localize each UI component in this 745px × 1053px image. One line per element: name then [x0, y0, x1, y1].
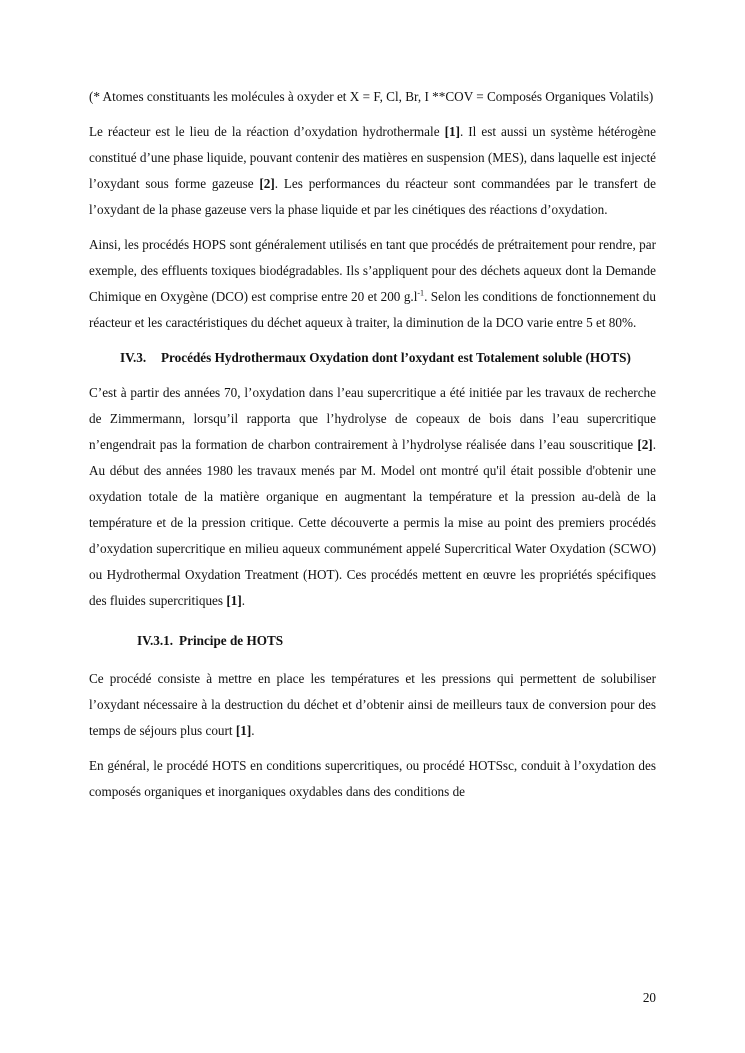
section-number: IV.3. — [120, 350, 147, 365]
subsection-heading — [89, 628, 656, 654]
section-heading — [89, 345, 656, 371]
text-run: . Il est aussi un système hétérogène constitué d’une phase liquide, pouvant contenir des matières en suspension (MES), dans laquelle est injecté l’oxydant sous forme gazeuse — [89, 124, 656, 191]
paragraph-hops — [89, 232, 656, 336]
text-run: . Les performances du réacteur sont commandées par le transfert de l’oxydant de la phase gazeuse vers la phase liquide et par les cinétiques des réactions d’oxydation. — [89, 176, 656, 217]
text-run: Ce procédé consiste à mettre en place les températures et les pressions qui permettent de solubiliser l’oxydant nécessaire à la destruction du déchet et d’obtenir ainsi de meilleurs taux de conversion pour des temps de séjours plus court — [89, 671, 656, 738]
subsection-title: Principe de HOTS — [179, 633, 284, 648]
subsection-number: IV.3.1. — [137, 633, 174, 648]
citation: [2] — [637, 437, 653, 452]
paragraph-reactor — [89, 119, 656, 223]
text-run: Le réacteur est le lieu de la réaction d’oxydation hydrothermale — [89, 124, 445, 139]
text-run: . — [241, 593, 246, 608]
text-run: . Selon les conditions de fonctionnement du réacteur et les caractéristiques du déchet aqueux à traiter, la diminution de la DCO varie entre 5 et 80%. — [89, 289, 656, 330]
citation: [1] — [226, 593, 242, 608]
superscript: -1 — [417, 288, 425, 298]
text-run: Ainsi, les procédés HOPS sont généralement utilisés en tant que procédés de prétraitement pour rendre, par exemple, des effluents toxiques biodégradables. Ils s’appliquent pour des déchets aqueux dont la Demande Chimique en Oxygène (DCO) est comprise entre 20 et 200 g.l — [89, 237, 656, 304]
text-run: C’est à partir des années 70, l’oxydation dans l’eau supercritique a été initiée par les travaux de recherche de Zimmermann, lorsqu’il rapporta que l’hydrolyse de copeaux de bois dans l’eau supercritique n’engendrait pas la formation de charbon contrairement à l’hydrolyse réalisée dans l’eau souscritique — [89, 385, 656, 452]
paragraph-principle — [89, 666, 656, 744]
footnote-paragraph: (* Atomes constituants les molécules à oxyder et X = F, Cl, Br, I **COV = Composés Organiques Volatils) — [89, 89, 654, 104]
text-run: . Au début des années 1980 les travaux menés par M. Model ont montré qu'il était possible d'obtenir une oxydation totale de la matière organique en augmentant la température et la pression au-delà de la température et de la pression critique. Cette découverte a permis la mise au point des premiers procédés d’oxydation supercritique en milieu aqueux communément appelé Supercritical Water Oxydation (SCWO) ou Hydrothermal Oxydation Treatment (HOT). Ces procédés mettent en œuvre les propriétés spécifiques des fluides supercritiques — [89, 437, 656, 608]
citation: [2] — [259, 176, 275, 191]
text-run: En général, le procédé HOTS en conditions supercritiques, ou procédé HOTSsc, conduit à l’oxydation des composés organiques et inorganiques oxydables dans des conditions de — [89, 758, 656, 799]
page-number: 20 — [642, 990, 656, 1005]
section-title: Procédés Hydrothermaux Oxydation dont l’oxydant est Totalement soluble (HOTS) — [161, 350, 631, 365]
document-body — [89, 84, 656, 805]
citation: [1] — [444, 124, 460, 139]
citation: [1] — [235, 723, 252, 738]
paragraph-general — [89, 753, 656, 805]
text-run: . — [251, 723, 255, 738]
paragraph-history — [89, 380, 656, 614]
